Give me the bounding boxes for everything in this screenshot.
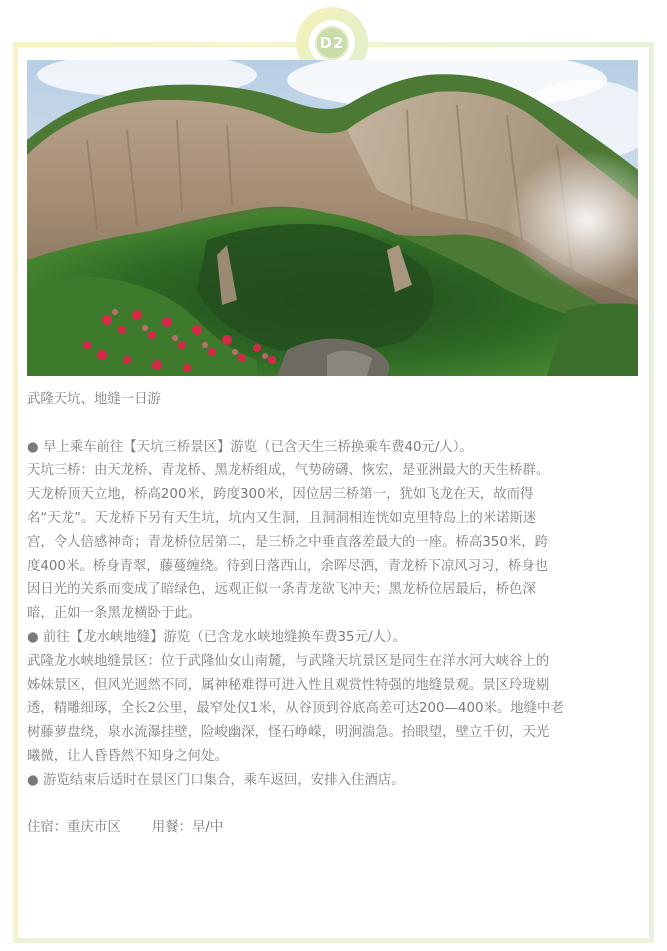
section2-line: 树藤萝盘绕，泉水流瀑挂壁，险峻幽深，怪石峥嵘，明涧湍急。抬眼望，壁立千仞，天光	[27, 725, 550, 741]
photo-caption: 武隆天坑、地缝一日游	[27, 392, 161, 407]
section1-line: 宫，令人倍感神奇；青龙桥位居第二，是三桥之中垂直落差最大的一座。桥高350米，跨	[27, 534, 549, 550]
section1-line: 天坑三桥：由天龙桥、青龙桥、黑龙桥组成，气势磅礴、恢宏，是亚洲最大的天生桥群。	[27, 463, 550, 479]
section2-line: 武隆龙水峡地缝景区：位于武隆仙女山南麓，与武隆天坑景区是同生在洋水河大峡谷上的	[27, 653, 550, 669]
section1-line: 天龙桥顶天立地，桥高200米，跨度300米，因位居三桥第一，犹如飞龙在天，故而得	[27, 487, 534, 503]
section2-line: 曦微，让人昏昏然不知身之何处。	[27, 748, 228, 764]
spacer	[27, 793, 641, 817]
section3-title: ● 游览结束后适时在景区门口集合，乘车返回，安排入住酒店。	[27, 772, 405, 788]
spacer	[27, 412, 641, 436]
itinerary-content	[27, 388, 641, 840]
accommodation-meals: 住宿：重庆市区 用餐：早/中	[27, 820, 224, 836]
section1-title: ● 早上乘车前往【天坑三桥景区】游览（已含天生三桥换乘车费40元/人）。	[27, 439, 473, 455]
tiankeng-photo	[27, 60, 638, 376]
section1-line: 名“天龙”。天龙桥下另有天生坑，坑内又生洞，且洞洞相连恍如克里特岛上的米诺斯迷	[27, 510, 537, 526]
section2-title: ● 前往【龙水峡地缝】游览（已含龙水峡地缝换车费35元/人）。	[27, 629, 406, 645]
section2-line: 透，精雕细琢，全长2公里，最窄处仅1米，从谷顶到谷底高差可达200—400米。地缝中老	[27, 701, 564, 717]
section2-line: 姊妹景区，但风光迥然不同，属神秘难得可进入性且观赏性特强的地缝景观。景区玲珑剔	[27, 677, 550, 693]
section1-line: 度400米。桥身青翠，藤蔓缠绕。待到日落西山，余晖尽洒，青龙桥下凉风习习，桥身也	[27, 558, 549, 574]
section1-line: 因日光的关系而变成了暗绿色，远观正似一条青龙欲飞冲天；黑龙桥位居最后，桥色深	[27, 582, 536, 598]
day-badge-label: D2	[315, 26, 349, 60]
section1-line: 暗，正如一条黑龙横卧于此。	[27, 606, 202, 622]
landscape-image	[27, 60, 638, 376]
